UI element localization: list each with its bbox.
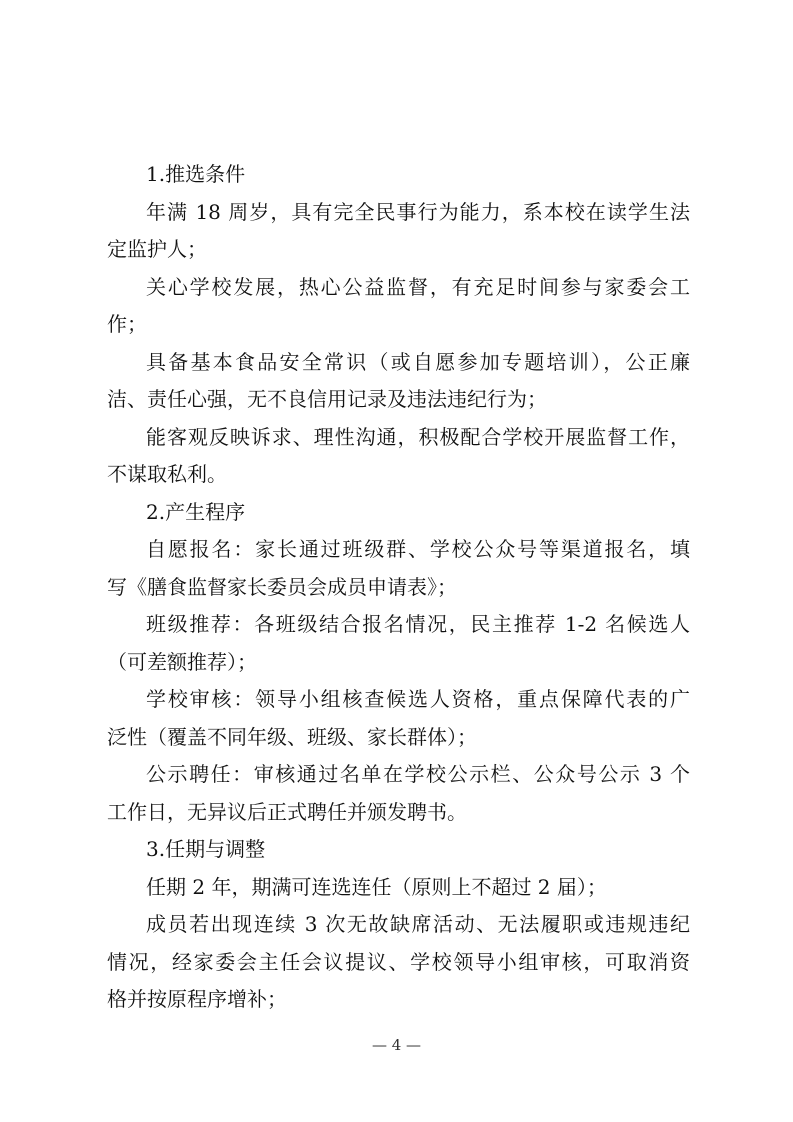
text-line: 具备基本食品安全常识（或自愿参加专题培训），公正廉 <box>146 349 690 374</box>
text-line: 泛性（覆盖不同年级、班级、家长群体）； <box>107 724 477 749</box>
text-line: 班级推荐：各班级结合报名情况，民主推荐 1-2 名候选人 <box>146 612 690 636</box>
text-line: 任期 2 年，期满可连选连任（原则上不超过 2 届）； <box>146 874 607 899</box>
text-line: 作； <box>107 312 147 336</box>
text-line: 学校审核：领导小组核查候选人资格，重点保障代表的广 <box>146 687 690 711</box>
page-number: — 4 — <box>371 1036 422 1054</box>
paragraph <box>107 606 690 681</box>
text-line: 工作日，无异议后正式聘任并颁发聘书。 <box>107 799 467 824</box>
text-line: 关心学校发展，热心公益监督，有充足时间参与家委会工 <box>146 274 690 299</box>
paragraph <box>107 831 690 869</box>
text-line: 自愿报名：家长通过班级群、学校公众号等渠道报名，填 <box>146 537 690 561</box>
text-line: 2.产生程序 <box>146 499 246 524</box>
text-line: 年满 18 周岁，具有完全民事行为能力，系本校在读学生法 <box>146 199 690 224</box>
text-line: 成员若出现连续 3 次无故缺席活动、无法履职或违规违纪 <box>146 912 690 936</box>
text-line: 情况，经家委会主任会议提议、学校领导小组审核，可取消资 <box>107 949 690 974</box>
text-line: 公示聘任：审核通过名单在学校公示栏、公众号公示 3 个 <box>146 762 690 786</box>
paragraph <box>107 906 690 1019</box>
text-line: 格并按原程序增补； <box>107 987 287 1011</box>
paragraph <box>107 531 690 606</box>
text-line: 定监护人； <box>107 237 207 261</box>
paragraph <box>107 419 690 494</box>
paragraph <box>107 344 690 419</box>
paragraph <box>107 681 690 756</box>
text-line: 1.推选条件 <box>146 162 246 186</box>
text-line: 洁、责任心强，无不良信用记录及违法违纪行为； <box>107 387 547 411</box>
paragraph <box>107 756 690 831</box>
document-body <box>107 156 690 1019</box>
paragraph <box>107 869 690 907</box>
text-line: 能客观反映诉求、理性沟通，积极配合学校开展监督工作， <box>146 424 690 449</box>
text-line: 3.任期与调整 <box>146 837 266 861</box>
text-line: （可差额推荐）； <box>107 649 257 674</box>
text-line: 写《膳食监督家长委员会成员申请表》； <box>107 574 457 599</box>
paragraph <box>107 269 690 344</box>
paragraph <box>107 156 690 194</box>
text-line: 不谋取私利。 <box>107 462 227 486</box>
paragraph <box>107 494 690 532</box>
paragraph <box>107 194 690 269</box>
